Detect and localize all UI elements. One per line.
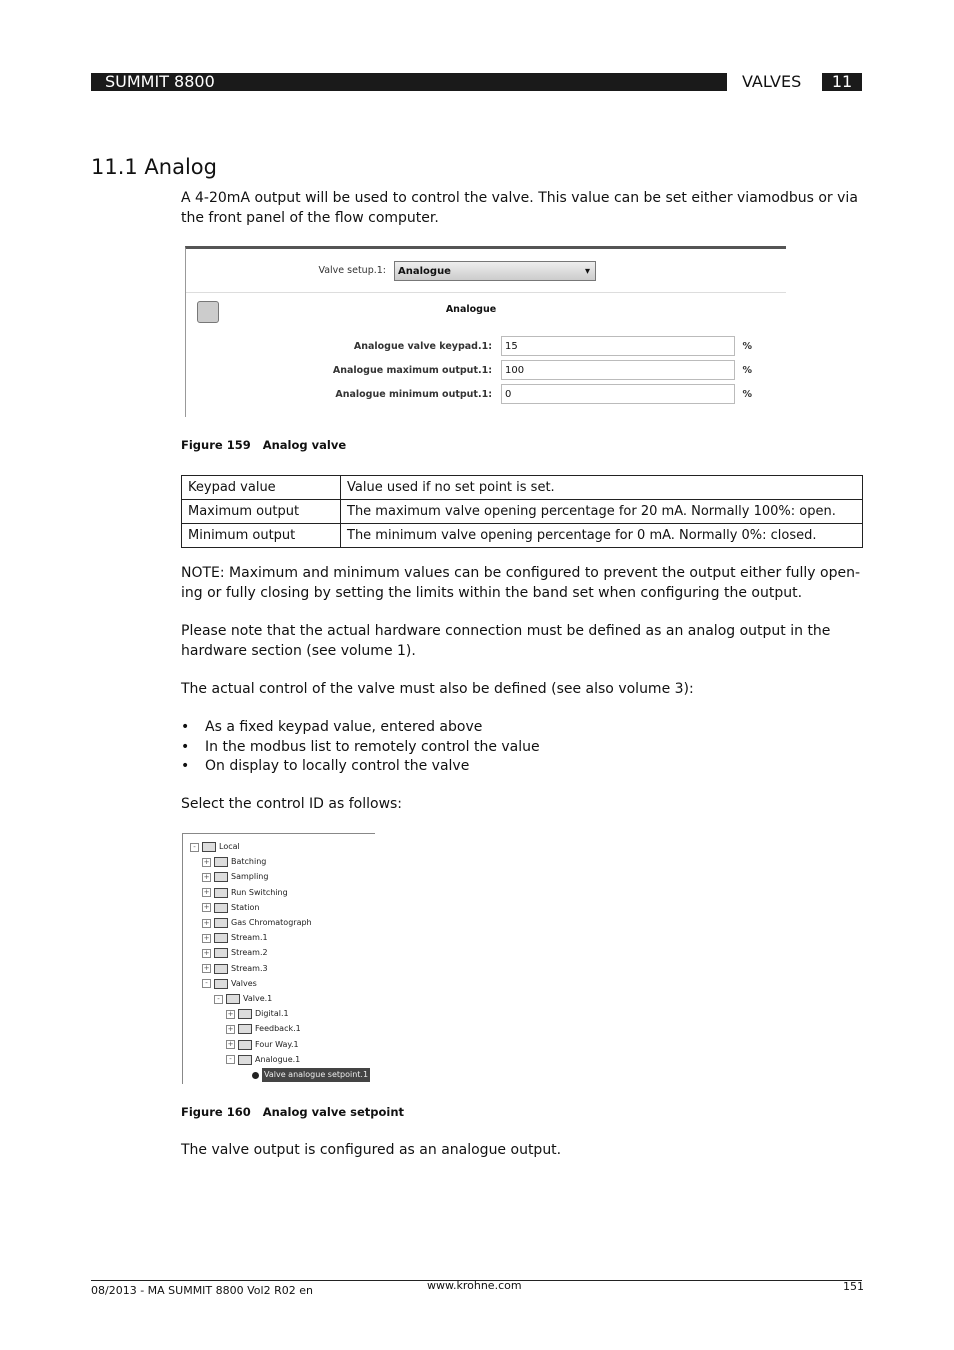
expand-icon[interactable]: +	[203, 872, 210, 881]
tree-node[interactable]	[214, 992, 272, 1006]
folder-icon	[214, 918, 228, 928]
collapse-icon[interactable]: -	[202, 979, 211, 988]
folder-icon	[202, 842, 216, 852]
tree-node[interactable]	[226, 1022, 301, 1036]
tree-view-figure	[182, 833, 375, 1084]
field-label: Analogue maximum output.1:	[332, 365, 492, 376]
figure-159-caption	[181, 438, 358, 452]
parameter-cell: Minimum output	[182, 524, 341, 548]
parameter-cell: Keypad value	[182, 476, 341, 500]
caption-text: Analog valve setpoint	[262, 1105, 405, 1119]
tree-node-label: Four Way.1	[255, 1039, 299, 1049]
bullet-item: • On display to locally control the valve	[181, 758, 470, 774]
tree-node[interactable]	[202, 931, 268, 945]
tree-node-label: Local	[219, 842, 240, 851]
save-icon[interactable]	[197, 301, 219, 323]
folder-icon	[238, 1024, 252, 1034]
bullet-item: • As a fixed keypad value, entered above	[181, 719, 483, 735]
intro-paragraph: A 4-20mA output will be used to control the valve. This value can be set either viamodbus or via the front panel of the flow computer.	[181, 190, 858, 226]
tree-node-label: Valves	[231, 978, 257, 988]
expand-icon[interactable]: +	[227, 1024, 234, 1033]
folder-icon	[214, 903, 228, 913]
tree-node-label: Valve.1	[243, 994, 273, 1003]
unit-label: %	[742, 341, 752, 352]
header-chapter: 11	[822, 73, 862, 91]
unit-label: %	[742, 365, 752, 376]
expand-icon[interactable]: +	[203, 964, 210, 973]
field-label: Analogue valve keypad.1:	[353, 341, 492, 352]
header-product: SUMMIT 8800	[91, 73, 727, 91]
field-label: Analogue minimum output.1:	[335, 389, 492, 400]
figure-160-caption	[181, 1105, 416, 1119]
caption-number: Figure 159	[181, 438, 251, 452]
tree-node-label: Station	[231, 902, 260, 912]
folder-icon	[214, 888, 228, 898]
control-paragraph: The actual control of the valve must also be defined (see also volume 3):	[181, 681, 694, 697]
folder-icon	[226, 994, 240, 1004]
expand-icon[interactable]: +	[203, 888, 210, 897]
tree-node[interactable]	[238, 1068, 370, 1082]
hardware-paragraph: Please note that the actual hardware connection must be defined as an analog output in the hardware section (see volume 1).	[181, 623, 831, 659]
parameter-cell: Maximum output	[182, 500, 341, 524]
folder-icon	[238, 1009, 252, 1019]
tree-node-label: Analogue.1	[255, 1054, 301, 1064]
valve-setup-select[interactable]	[394, 261, 596, 281]
tree-node[interactable]	[202, 901, 259, 915]
tree-node[interactable]	[226, 1053, 300, 1067]
table-row	[182, 476, 863, 500]
valve-setup-label: Valve setup.1:	[318, 265, 386, 276]
unit-label: %	[742, 389, 752, 400]
folder-icon	[214, 872, 228, 882]
page-number: 151	[843, 1280, 864, 1293]
tree-node[interactable]	[202, 886, 288, 900]
section-title: 11.1 Analog	[91, 155, 217, 179]
max-output-input[interactable]: 100	[501, 360, 735, 380]
parameter-table	[181, 475, 863, 548]
expand-icon[interactable]: +	[203, 918, 210, 927]
tree-node-label: Run Switching	[231, 887, 288, 897]
tree-node-label: Gas Chromatograph	[231, 918, 312, 927]
folder-icon	[214, 964, 228, 974]
tree-node-label: Batching	[231, 857, 267, 867]
tree-node[interactable]	[190, 840, 240, 854]
description-cell: Value used if no set point is set.	[341, 476, 863, 500]
footer-website[interactable]: www.krohne.com	[427, 1279, 522, 1292]
keypad-input[interactable]: 15	[501, 336, 735, 356]
caption-number: Figure 160	[181, 1105, 251, 1119]
footer-doc-id: 08/2013 - MA SUMMIT 8800 Vol2 R02 en	[91, 1284, 313, 1297]
panel-title: Analogue	[445, 304, 497, 315]
bullet-item: • In the modbus list to remotely control the value	[181, 738, 540, 755]
tree-node[interactable]	[202, 916, 312, 930]
tree-node[interactable]	[226, 1007, 289, 1021]
table-row	[182, 500, 863, 524]
folder-icon	[214, 948, 228, 958]
header-section: VALVES	[742, 72, 802, 91]
tree-node[interactable]	[202, 946, 268, 960]
table-row	[182, 524, 863, 548]
tree-node-label: Stream.3	[231, 963, 268, 973]
tree-node-label: Feedback.1	[255, 1024, 301, 1034]
collapse-icon[interactable]: -	[190, 843, 199, 852]
output-paragraph: The valve output is configured as an analogue output.	[181, 1142, 562, 1158]
tree-node-label: Digital.1	[255, 1009, 289, 1019]
expand-icon[interactable]: +	[227, 1009, 234, 1018]
valve-setup-value: Analogue	[398, 266, 451, 277]
tree-node[interactable]	[202, 977, 257, 991]
note-paragraph: NOTE: Maximum and minimum values can be configured to prevent the output either fully open-ing or fully closing by setting the limits within the band set when configuring the output.	[181, 565, 861, 601]
expand-icon[interactable]: +	[203, 903, 210, 912]
folder-icon	[214, 857, 228, 867]
tree-node[interactable]	[202, 962, 268, 976]
tree-node[interactable]	[202, 870, 268, 884]
analog-valve-figure	[185, 246, 786, 417]
expand-icon[interactable]: +	[203, 933, 210, 942]
bullet-list	[181, 718, 863, 777]
folder-icon	[238, 1055, 252, 1065]
tree-node-label: Stream.1	[231, 933, 268, 943]
tree-node-label: Stream.2	[231, 948, 268, 958]
min-output-input[interactable]: 0	[501, 384, 735, 404]
description-cell: The maximum valve opening percentage for 20 mA. Normally 100%: open.	[341, 500, 863, 524]
collapse-icon[interactable]: -	[214, 995, 223, 1004]
dropdown-arrow-icon: ▾	[584, 266, 590, 277]
expand-icon[interactable]: +	[227, 1040, 234, 1049]
expand-icon[interactable]: +	[203, 948, 210, 957]
tree-node-label: Valve analogue setpoint.1	[262, 1068, 370, 1082]
select-paragraph: Select the control ID as follows:	[181, 796, 403, 812]
folder-icon	[214, 933, 228, 943]
caption-text: Analog valve	[262, 438, 347, 452]
tree-node[interactable]	[202, 855, 266, 869]
tree-node[interactable]	[226, 1038, 299, 1052]
description-cell: The minimum valve opening percentage for 0 mA. Normally 0%: closed.	[341, 524, 863, 548]
tree-node-label: Sampling	[231, 872, 269, 882]
folder-icon	[214, 979, 228, 989]
collapse-icon[interactable]: -	[226, 1055, 235, 1064]
folder-icon	[238, 1040, 252, 1050]
item-icon	[252, 1072, 259, 1079]
expand-icon[interactable]: +	[203, 857, 210, 866]
